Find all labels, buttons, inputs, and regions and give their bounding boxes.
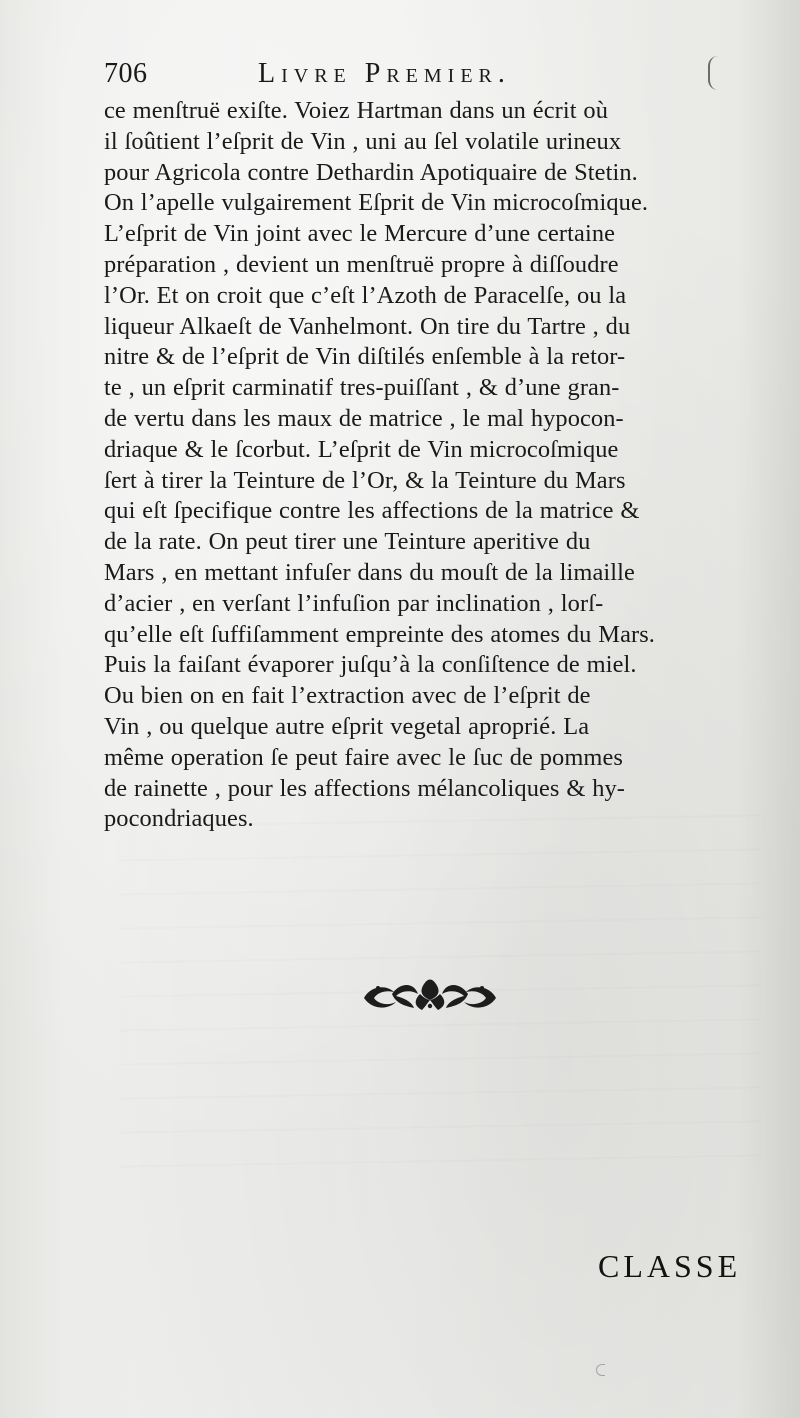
main-text	[104, 96, 764, 835]
catchword: CLASSE	[598, 1248, 742, 1284]
stray-mark	[596, 1364, 605, 1376]
running-head: Livre Premier.	[258, 58, 511, 89]
text-line: nitre & de l’eſprit de Vin diſtilés enſemble à la retor-	[104, 343, 626, 371]
text-line: Ou bien on en fait l’extraction avec de l’eſprit de	[104, 682, 591, 710]
text-line: préparation , devient un menſtruë propre à diſſoudre	[104, 250, 619, 278]
text-line: L’eſprit de Vin joint avec le Mercure d’une certaine	[104, 220, 616, 248]
page-number: 706	[104, 58, 148, 89]
page-header	[104, 56, 724, 96]
text-line: qu’elle eſt ſuffiſamment empreinte des atomes du Mars.	[104, 620, 656, 648]
margin-mark	[708, 56, 724, 90]
text-line: il ſoûtient l’eſprit de Vin , uni au ſel volatile urineux	[104, 127, 622, 155]
text-line: de la rate. On peut tirer une Teinture aperitive du	[104, 528, 591, 556]
text-line: te , un eſprit carminatif tres-puiſſant , & d’une gran-	[104, 374, 620, 402]
text-line: On l’apelle vulgairement Eſprit de Vin microcoſmique.	[104, 189, 649, 217]
text-line: l’Or. Et on croit que c’eſt l’Azoth de Paracelſe, ou la	[104, 281, 627, 309]
text-line: Mars , en mettant infuſer dans du mouſt de la limaille	[104, 558, 635, 586]
text-line: driaque & le ſcorbut. L’eſprit de Vin microcoſmique	[104, 435, 619, 463]
text-line: même operation ſe peut faire avec le ſuc de pommes	[104, 743, 623, 771]
text-line: Vin , ou quelque autre eſprit vegetal aproprié. La	[104, 712, 590, 740]
text-line: ſert à tirer la Teinture de l’Or, & la Teinture du Mars	[104, 466, 626, 494]
text-line: qui eſt ſpecifique contre les affections de la matrice &	[104, 497, 640, 525]
text-line: de vertu dans les maux de matrice , le mal hypocon-	[104, 404, 624, 432]
text-line: d’acier , en verſant l’infuſion par inclination , lorſ-	[104, 589, 604, 617]
text-line: pour Agricola contre Dethardin Apotiquaire de Stetin.	[104, 158, 638, 186]
text-line: pocondriaques.	[104, 805, 254, 833]
text-line: Puis la faiſant évaporer juſqu’à la conſiſtence de miel.	[104, 651, 637, 679]
text-line: de rainette , pour les affections mélancoliques & hy-	[104, 774, 626, 802]
text-line: ce menſtruë exiſte. Voiez Hartman dans un écrit où	[104, 97, 608, 124]
text-line: liqueur Alkaeſt de Vanhelmont. On tire du Tartre , du	[104, 312, 631, 340]
floral-tailpiece-icon	[356, 976, 504, 1016]
